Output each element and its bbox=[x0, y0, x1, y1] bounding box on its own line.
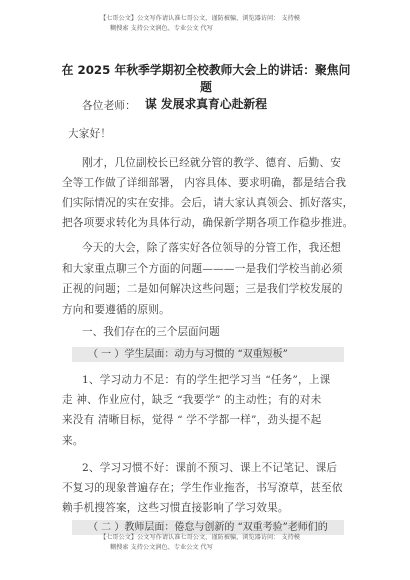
item-1-line: 来没有 清晰目标，觉得 “ 学不学都一样”，劲头提不起 bbox=[62, 414, 322, 426]
subsection-heading: （ 二 ）教师层面：倦怠与创新的 “双重考验”老师们的 bbox=[72, 520, 344, 535]
paragraph-1-line: 把各项要求转化为具体行动，确保新学期各项工作稳步推进。 bbox=[62, 217, 354, 229]
item-1-line: 来。 bbox=[62, 435, 84, 447]
paragraph-2-line: 今天的大会，除了落实好各位领导的分管工作，我还想 bbox=[82, 242, 342, 254]
item-1-line: 走 神、作业应付，缺乏 “我要学” 的主动性；有的对未 bbox=[62, 394, 322, 406]
page-footer bbox=[100, 533, 370, 553]
page-header bbox=[100, 14, 370, 34]
footer-line-2: 糊搜索 支持公文润色、专业公文 代写 bbox=[110, 544, 213, 551]
header-line-1: 【七哥公文】公文写作请认准七哥公文，谨防被骗，浏览器访问： 支持模 bbox=[100, 15, 300, 22]
item-1-line: 1、学习动力不足：有的学生把学习当 “任务”，上课 bbox=[82, 374, 331, 386]
section-heading: 一、我们存在的三个层面问题 bbox=[82, 326, 220, 338]
item-2-line: 不复习的现象普遍存在；学生作业拖沓，书写潦草，甚至依 bbox=[62, 482, 343, 494]
title-line-2: 谋 发展求真育心赴新程 bbox=[144, 97, 268, 111]
footer-line-1: 【七哥公文】公文写作请认准七哥公文，谨防被骗，浏览器访问： 支持模 bbox=[100, 534, 300, 541]
paragraph-2-line: 方向和要遵循的原则。 bbox=[62, 304, 170, 316]
salutation: 各位老师： bbox=[82, 100, 136, 112]
paragraph-1-line: 全等工作做了详细部署， 内容具体、要求明确，都是结合我 bbox=[62, 177, 347, 189]
paragraph-2-line: 和大家重点聊三个方面的问题———一是我们学校当前必须 bbox=[62, 263, 343, 275]
paragraph-1-line: 刚才，几位副校长已经就分管的教学、德育、后勤、安 bbox=[82, 157, 342, 169]
item-2-line: 赖手机搜答案，这些习惯直接影响了学习效果。 bbox=[62, 502, 289, 514]
paragraph-2-line: 正视的问题；二是如何解决这些问题；三是我们学校发展的 bbox=[62, 283, 343, 295]
item-2-line: 2、学习习惯不好：课前不预习、课上不记笔记、课后 bbox=[82, 462, 338, 474]
paragraph-1-line: 们实际情况的实在安排。会后，请大家认真领会、抓好落实， bbox=[62, 197, 354, 209]
subsection-heading: （ 一 ）学生层面：动力与习惯的 “双重短板” bbox=[72, 347, 344, 362]
greeting: 大家好！ bbox=[68, 128, 112, 140]
header-line-2: 糊搜索 支持公文润色、专业公文 代写 bbox=[110, 25, 213, 32]
title-line-1: 在 2025 年秋季学期初全校教师大会上的讲话：聚焦问题 bbox=[61, 63, 351, 94]
